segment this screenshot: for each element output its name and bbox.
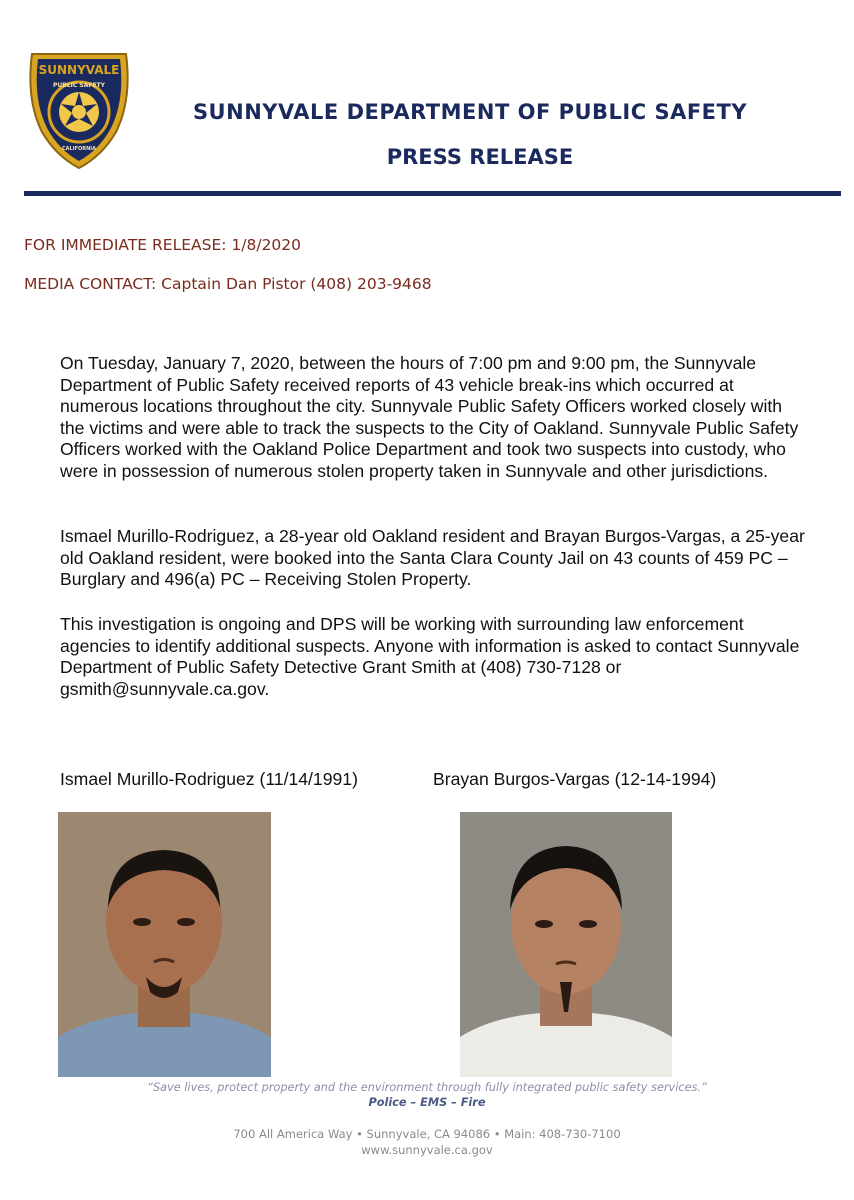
- footer-motto: “Save lives, protect property and the environment through fully integrated public safety services.”: [147, 1081, 707, 1094]
- badge-ring-text: PUBLIC SAFETY: [53, 82, 105, 89]
- footer-website-link[interactable]: www.sunnyvale.ca.gov: [361, 1143, 493, 1157]
- suspect-1-caption: Ismael Murillo-Rodriguez (11/14/1991): [60, 769, 358, 789]
- badge-title-text: SUNNYVALE: [38, 63, 120, 77]
- department-badge-logo: [24, 40, 134, 172]
- suspect-2-caption: Brayan Burgos-Vargas (12-14-1994): [433, 769, 717, 789]
- suspect-1-photo: [58, 812, 271, 1077]
- body-paragraph-2: Ismael Murillo-Rodriguez, a 28-year old Oakland resident and Brayan Burgos-Vargas, a 25-year old Oakland resident, were booked into the Santa Clara County Jail on 43 counts of 459 PC – Burglary and 496(a) PC – Receiving Stolen Property.: [60, 526, 805, 589]
- footer-services: Police – EMS – Fire: [368, 1096, 486, 1109]
- body-paragraph-3: This investigation is ongoing and DPS will be working with surrounding law enforcement agencies to identify additional suspects. Anyone with information is asked to contact Sunnyvale Department of Public Safety Detective Grant Smith at (408) 730-7128 or gsmith@sunnyvale.ca.gov.: [60, 614, 800, 699]
- department-title: SUNNYVALE DEPARTMENT OF PUBLIC SAFETY: [192, 100, 748, 124]
- header-divider: [24, 191, 841, 196]
- footer-address: 700 All America Way • Sunnyvale, CA 94086 • Main: 408-730-7100: [233, 1127, 621, 1141]
- release-date-line: FOR IMMEDIATE RELEASE: 1/8/2020: [24, 236, 302, 254]
- suspect-2-photo: [460, 812, 672, 1077]
- body-paragraph-1: On Tuesday, January 7, 2020, between the hours of 7:00 pm and 9:00 pm, the Sunnyvale Department of Public Safety received reports of 43 vehicle break-ins which occurred at numerous locations throughout the city. Sunnyvale Public Safety Officers worked closely with the victims and were able to track the suspects to the City of Oakland. Sunnyvale Public Safety Officers worked with the Oakland Police Department and took two suspects into custody, who were in possession of numerous stolen property taken in Sunnyvale and other jurisdictions.: [60, 353, 799, 481]
- press-release-title: PRESS RELEASE: [386, 145, 574, 169]
- media-contact-line: MEDIA CONTACT: Captain Dan Pistor (408) 203-9468: [24, 275, 432, 293]
- badge-bottom-text: CALIFORNIA: [61, 146, 97, 152]
